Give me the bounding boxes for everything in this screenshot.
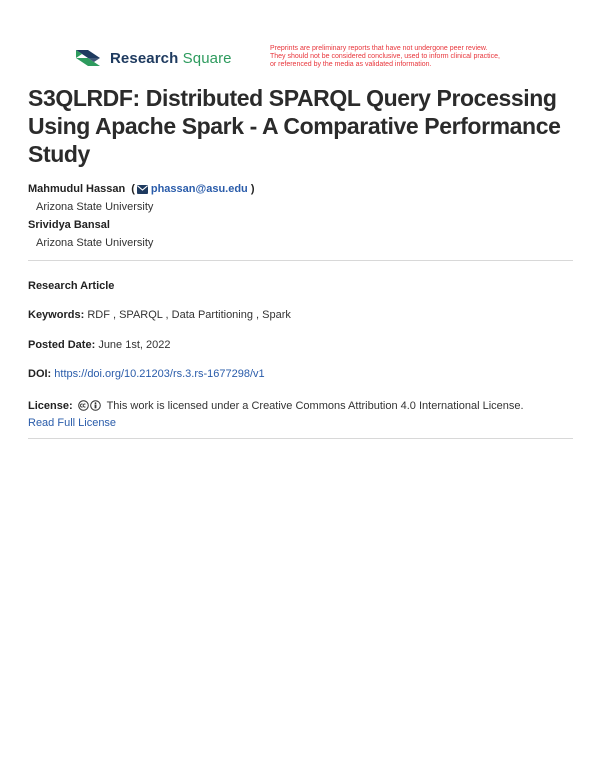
research-square-logo[interactable]	[74, 48, 232, 68]
keywords-label: Keywords:	[28, 309, 85, 321]
research-square-logo-icon	[74, 48, 102, 68]
paper-title: S3QLRDF: Distributed SPARQL Query Processing Using Apache Spark - A Comparative Performance Study	[28, 85, 561, 167]
section-divider	[28, 438, 573, 439]
doi-row	[28, 368, 573, 380]
read-full-license-link[interactable]: Read Full License	[28, 417, 117, 429]
doi-link[interactable]: https://doi.org/10.21203/rs.3.rs-1677298/v1	[54, 368, 265, 380]
header	[0, 0, 600, 80]
author-name: Srividya Bansal	[28, 219, 110, 231]
mail-icon	[137, 185, 148, 194]
author-affiliation: Arizona State University	[36, 201, 154, 213]
disclaimer-line: or referenced by the media as validated information.	[270, 61, 432, 68]
posted-date-label: Posted Date:	[28, 339, 96, 351]
article-type	[28, 280, 573, 292]
keywords-value: RDF , SPARQL , Data Partitioning , Spark	[87, 309, 291, 321]
logo-text: Research Square	[110, 49, 232, 67]
license-label: License:	[28, 400, 73, 412]
article-type-value: Research Article	[28, 280, 115, 292]
license-row	[28, 398, 573, 432]
author-entry	[28, 216, 573, 234]
posted-date-value: June 1st, 2022	[98, 339, 171, 351]
disclaimer-line: Preprints are preliminary reports that have not undergone peer review.	[270, 45, 488, 52]
doi-label: DOI:	[28, 368, 52, 380]
author-affiliation: Arizona State University	[36, 237, 154, 249]
author-name: Mahmudul Hassan	[28, 183, 126, 195]
email-link[interactable]: phassan@asu.edu	[150, 183, 248, 195]
disclaimer-line: They should not be considered conclusive, used to inform clinical practice,	[270, 53, 500, 60]
author-list	[28, 180, 573, 252]
preprint-disclaimer	[270, 45, 570, 69]
posted-date-row	[28, 339, 573, 351]
cc-license-icons	[78, 400, 102, 411]
keywords-row	[28, 309, 573, 321]
attribution-icon	[90, 400, 101, 411]
author-email[interactable]: ( phassan@asu.edu )	[131, 180, 254, 198]
section-divider	[28, 260, 573, 261]
creative-commons-icon	[78, 400, 89, 411]
license-text: This work is licensed under a Creative Commons Attribution 4.0 International License.	[106, 400, 524, 412]
author-entry	[28, 180, 573, 198]
